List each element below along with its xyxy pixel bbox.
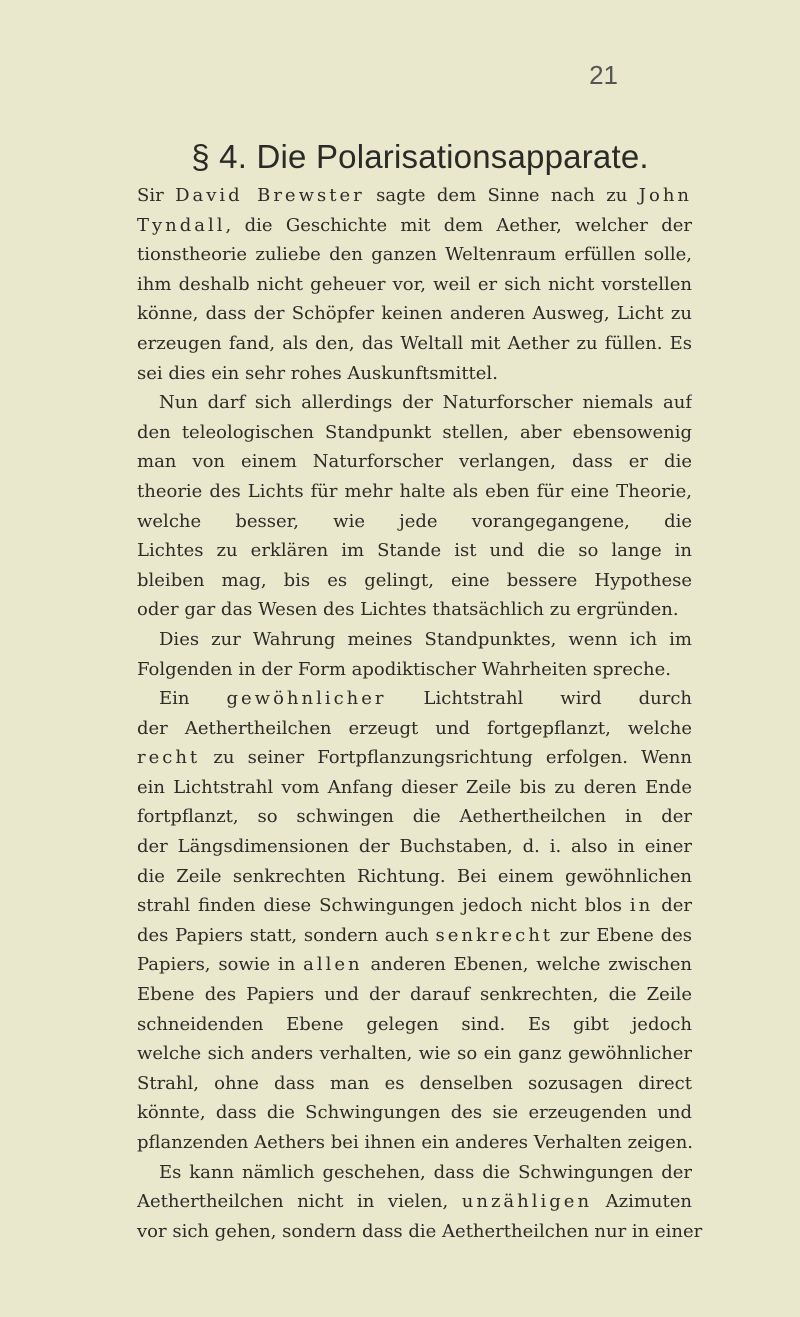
text-line — [137, 477, 692, 507]
text-segment: könne, dass der Schöpfer keinen anderen Ausweg, Licht zu — [137, 303, 692, 325]
spaced-emphasis: Tyndall — [137, 214, 226, 236]
text-segment: zur Ebene des — [553, 924, 692, 946]
text-segment: sagte dem Sinne nach zu — [364, 185, 639, 206]
spaced-emphasis: gewöhnlicher — [226, 688, 387, 710]
text-line — [137, 329, 692, 359]
text-line — [137, 773, 692, 803]
section-heading: § 4. Die Polarisationsapparate. — [191, 138, 649, 175]
text-line — [137, 891, 692, 921]
text-segment: Ebene des Papiers und der darauf senkrechten, die Zeile — [137, 984, 692, 1006]
text-segment: der Längsdimensionen der Buchstaben, d. i. also in einer — [137, 836, 692, 858]
text-segment: sei dies ein sehr rohes Auskunftsmittel. — [137, 362, 498, 384]
text-segment: die Zeile senkrechten Richtung. Bei einem gewöhnlichen — [137, 865, 692, 887]
text-segment: strahl finden diese Schwingungen jedoch nicht blos — [137, 895, 630, 917]
text-line — [137, 359, 692, 389]
text-segment: welche besser, wie jede vorangegangene, die — [137, 510, 692, 532]
text-segment: Azimuten — [605, 1191, 692, 1213]
spaced-emphasis: senkrecht — [435, 924, 554, 946]
text-segment: pflanzenden Aethers bei ihnen ein anderes Verhalten zeigen. — [137, 1132, 694, 1153]
text-segment: oder gar das Wesen des Lichtes thatsächlich zu ergründen. — [137, 599, 679, 621]
text-line — [137, 507, 692, 537]
text-segment: vor sich gehen, sondern dass die Aethertheilchen nur in einer — [137, 1220, 703, 1242]
page-number: 21 — [589, 60, 618, 90]
text-segment: zu seiner Fortpflanzungsrichtung erfolgen. Wenn — [213, 747, 692, 769]
text-line — [137, 211, 692, 241]
text-line — [137, 802, 692, 832]
text-line — [137, 862, 692, 892]
text-segment: des Papiers statt, sondern auch — [137, 924, 436, 946]
body-text — [137, 181, 703, 1246]
text-line — [137, 625, 692, 655]
text-line — [137, 684, 692, 714]
text-line — [137, 595, 692, 625]
text-segment: Papiers, sowie in — [137, 954, 304, 976]
text-segment: bleiben mag, bis es gelingt, eine bessere Hypothese — [137, 569, 692, 591]
text-line — [137, 1098, 692, 1128]
text-segment: Nun darf sich allerdings der Naturforscher niemals auf — [159, 392, 692, 414]
text-line — [137, 447, 692, 477]
text-segment: erzeugen fand, als den, das Weltall mit Aether zu füllen. Es — [137, 332, 692, 354]
text-segment: der Aethertheilchen erzeugt und fortgepflanzt, welche — [137, 717, 692, 739]
text-segment: könnte, dass die Schwingungen des sie erzeugenden und — [137, 1102, 692, 1124]
text-segment: ein Lichtstrahl vom Anfang dieser Zeile bis zu deren Ende — [137, 776, 692, 798]
text-line — [137, 1187, 692, 1217]
text-segment: theorie des Lichts für mehr halte als eben für eine Theorie, — [137, 480, 692, 502]
text-segment: anderen Ebenen, welche zwischen — [370, 954, 692, 976]
text-line — [137, 418, 692, 448]
text-line — [137, 1039, 692, 1069]
text-line — [137, 1217, 703, 1247]
text-segment: Dies zur Wahrung meines Standpunktes, wenn ich im — [159, 628, 692, 650]
text-line — [137, 950, 692, 980]
text-line — [137, 388, 692, 418]
text-segment: Folgenden in der Form apodiktischer Wahrheiten spreche. — [137, 658, 671, 680]
text-line — [137, 743, 692, 773]
spaced-emphasis: unzähligen — [461, 1191, 593, 1213]
text-segment: tionstheorie zuliebe den ganzen Weltenraum erfüllen solle, — [137, 244, 692, 266]
text-line — [137, 921, 692, 951]
text-line — [137, 536, 692, 566]
text-line — [137, 1158, 692, 1188]
text-segment: , die Geschichte mit dem Aether, welcher der — [225, 214, 692, 236]
text-line — [137, 980, 692, 1010]
text-segment: fortpflanzt, so schwingen die Aethertheilchen in der — [137, 806, 692, 828]
text-line — [137, 1069, 692, 1099]
spaced-emphasis: allen — [303, 954, 363, 976]
text-line — [137, 299, 692, 329]
text-segment: Lichtes zu erklären im Stande ist und die so lange in — [137, 540, 692, 562]
text-segment: schneidenden Ebene gelegen sind. Es gibt jedoch — [137, 1013, 692, 1035]
text-segment: der — [661, 895, 692, 917]
text-line — [137, 832, 692, 862]
spaced-emphasis: in — [629, 895, 654, 917]
text-line — [137, 655, 692, 685]
text-segment: Strahl, ohne dass man es denselben sozusagen direct — [137, 1072, 692, 1094]
text-segment: Ein — [159, 688, 227, 710]
text-line — [137, 566, 692, 596]
text-segment: den teleologischen Standpunkt stellen, aber ebensowenig — [137, 421, 692, 443]
spaced-emphasis: recht — [137, 747, 201, 769]
text-segment: ihm deshalb nicht geheuer vor, weil er sich nicht vorstellen — [137, 273, 692, 295]
text-segment: welche sich anders verhalten, wie so ein ganz gewöhnlicher — [137, 1043, 692, 1065]
text-segment: man von einem Naturforscher verlangen, dass er die — [137, 451, 692, 473]
text-line — [137, 1128, 692, 1158]
text-segment: Es kann nämlich geschehen, dass die Schwingungen der — [159, 1161, 692, 1183]
text-line — [137, 1010, 692, 1040]
text-segment: Lichtstrahl wird durch — [423, 688, 692, 710]
text-line — [137, 181, 692, 211]
text-line — [137, 714, 692, 744]
text-line — [137, 240, 692, 270]
text-line — [137, 270, 692, 300]
spaced-emphasis: John — [638, 185, 692, 206]
text-segment: Sir — [137, 185, 176, 206]
text-segment: Aethertheilchen nicht in vielen, — [137, 1191, 462, 1213]
spaced-emphasis: David Brewster — [175, 185, 365, 206]
